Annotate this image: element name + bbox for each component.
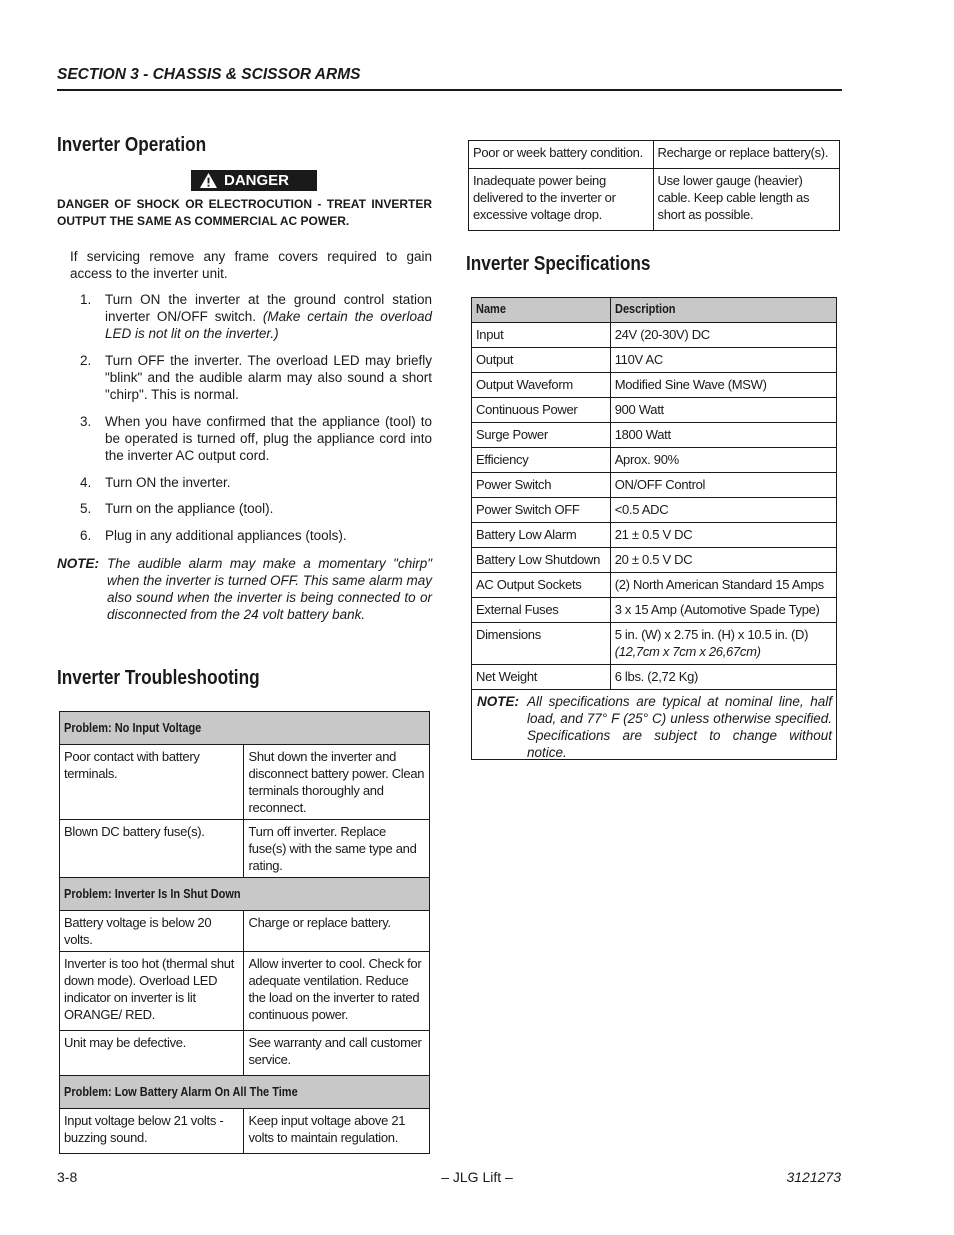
spec-value: 110V AC bbox=[610, 348, 836, 373]
spec-name: Continuous Power bbox=[472, 398, 611, 423]
remedy-cell: Turn off inverter. Replace fuse(s) with the same type and rating. bbox=[244, 820, 430, 878]
spec-note-text: All specifications are typical at nominal line, half load, and 77° F (25° C) unless otherwise specified. Specifications are subject to change without notice. bbox=[527, 694, 832, 760]
spec-value: 1800 Watt bbox=[610, 423, 836, 448]
section-header: SECTION 3 - CHASSIS & SCISSOR ARMS bbox=[57, 66, 361, 83]
column-header-name: Name bbox=[472, 298, 611, 323]
spec-name: External Fuses bbox=[472, 598, 611, 623]
spec-value: 24V (20-30V) DC bbox=[610, 323, 836, 348]
spec-value: 900 Watt bbox=[610, 398, 836, 423]
remedy-cell: See warranty and call customer service. bbox=[244, 1031, 430, 1076]
remedy-cell: Charge or replace battery. bbox=[244, 911, 430, 952]
spec-name: Output bbox=[472, 348, 611, 373]
spec-value: ON/OFF Control bbox=[610, 473, 836, 498]
table-row bbox=[60, 745, 430, 820]
step-number: 2. bbox=[80, 353, 92, 368]
spec-name: Dimensions bbox=[472, 623, 611, 665]
table-row bbox=[60, 712, 430, 745]
inverter-troubleshooting-heading: Inverter Troubleshooting bbox=[57, 667, 260, 689]
spec-value: 6 lbs. (2,72 Kg) bbox=[610, 665, 836, 690]
spec-name: Power Switch bbox=[472, 473, 611, 498]
cause-cell: Inadequate power being delivered to the inverter or excessive voltage drop. bbox=[469, 169, 654, 231]
table-row bbox=[472, 548, 837, 573]
cause-cell: Unit may be defective. bbox=[60, 1031, 244, 1076]
step-number: 1. bbox=[80, 292, 92, 307]
spec-note-label: NOTE: bbox=[477, 694, 519, 709]
step-text: Turn ON the inverter. bbox=[105, 475, 231, 490]
step-number: 5. bbox=[80, 501, 92, 516]
table-row bbox=[472, 623, 837, 665]
troubleshooting-table-continued bbox=[468, 140, 840, 231]
table-row bbox=[472, 448, 837, 473]
spec-value: 20 ± 0.5 V DC bbox=[610, 548, 836, 573]
step-number: 6. bbox=[80, 528, 92, 543]
spec-name: AC Output Sockets bbox=[472, 573, 611, 598]
spec-value: (2) North American Standard 15 Amps bbox=[610, 573, 836, 598]
step-text bbox=[105, 291, 432, 342]
spec-note-cell bbox=[472, 690, 837, 760]
table-row bbox=[472, 690, 837, 760]
table-row bbox=[472, 398, 837, 423]
spec-value: 21 ± 0.5 V DC bbox=[610, 523, 836, 548]
spec-value-metric: (12,7cm x 7cm x 26,67cm) bbox=[614, 644, 761, 659]
step-text-italic: (Make certain the overload LED is not lit on the inverter.) bbox=[105, 309, 432, 341]
table-row bbox=[472, 598, 837, 623]
step-number: 4. bbox=[80, 475, 92, 490]
table-row bbox=[60, 1031, 430, 1076]
step-text: Turn on the appliance (tool). bbox=[105, 501, 274, 516]
problem-title: Problem: Low Battery Alarm On All The Time bbox=[60, 1076, 430, 1109]
spec-value: 3 x 15 Amp (Automotive Spade Type) bbox=[610, 598, 836, 623]
cause-cell: Poor contact with battery terminals. bbox=[60, 745, 244, 820]
inverter-operation-heading: Inverter Operation bbox=[57, 134, 207, 156]
table-row bbox=[472, 473, 837, 498]
warning-icon bbox=[199, 172, 218, 189]
intro-paragraph: If servicing remove any frame covers required to gain access to the inverter unit. bbox=[70, 249, 432, 281]
table-header-row bbox=[472, 298, 837, 323]
table-row bbox=[60, 1076, 430, 1109]
spec-name: Surge Power bbox=[472, 423, 611, 448]
spec-name: Battery Low Shutdown bbox=[472, 548, 611, 573]
remedy-cell: Shut down the inverter and disconnect battery power. Clean terminals thoroughly and reconnect. bbox=[244, 745, 430, 820]
note-text: The audible alarm may make a momentary "chirp" when the inverter is turned OFF. This same alarm may also sound when the inverter is being connected to or disconnected from the 24 volt battery bank. bbox=[107, 556, 432, 622]
document-number: 3121273 bbox=[786, 1169, 841, 1185]
spec-name: Net Weight bbox=[472, 665, 611, 690]
spec-value: Aprox. 90% bbox=[610, 448, 836, 473]
spec-name: Battery Low Alarm bbox=[472, 523, 611, 548]
table-row bbox=[472, 498, 837, 523]
spec-name: Output Waveform bbox=[472, 373, 611, 398]
table-row bbox=[472, 665, 837, 690]
table-row bbox=[60, 878, 430, 911]
cause-cell: Battery voltage is below 20 volts. bbox=[60, 911, 244, 952]
step-number: 3. bbox=[80, 414, 92, 429]
table-row bbox=[472, 573, 837, 598]
danger-badge bbox=[191, 170, 317, 191]
spec-name: Power Switch OFF bbox=[472, 498, 611, 523]
spec-name: Efficiency bbox=[472, 448, 611, 473]
footer-center: – JLG Lift – bbox=[441, 1169, 513, 1185]
step-text-main: Turn ON the inverter at the ground control station inverter ON/OFF switch. bbox=[105, 292, 432, 324]
spec-value: Modified Sine Wave (MSW) bbox=[610, 373, 836, 398]
remedy-cell: Keep input voltage above 21 volts to maintain regulation. bbox=[244, 1109, 430, 1154]
table-row bbox=[60, 1109, 430, 1154]
table-row bbox=[472, 348, 837, 373]
danger-label: DANGER bbox=[224, 172, 290, 189]
table-row bbox=[472, 323, 837, 348]
table-row bbox=[60, 911, 430, 952]
cause-cell: Poor or week battery condition. bbox=[469, 141, 654, 169]
table-row bbox=[472, 523, 837, 548]
danger-text: DANGER OF SHOCK OR ELECTROCUTION - TREAT INVERTER OUTPUT THE SAME AS COMMERCIAL AC POWER. bbox=[57, 197, 432, 228]
spec-value: <0.5 ADC bbox=[610, 498, 836, 523]
table-row bbox=[472, 373, 837, 398]
table-row bbox=[469, 141, 840, 169]
table-row bbox=[60, 952, 430, 1031]
step-text: When you have confirmed that the appliance (tool) to be operated is turned off, plug the appliance cord into the inverter AC output cord. bbox=[105, 414, 432, 463]
table-row bbox=[60, 820, 430, 878]
cause-cell: Input voltage below 21 volts - buzzing sound. bbox=[60, 1109, 244, 1154]
column-header-description: Description bbox=[610, 298, 836, 323]
remedy-cell: Allow inverter to cool. Check for adequate ventilation. Reduce the load on the inverter to rated continuous power. bbox=[244, 952, 430, 1031]
problem-title: Problem: No Input Voltage bbox=[60, 712, 430, 745]
inverter-specifications-heading: Inverter Specifications bbox=[466, 253, 651, 275]
troubleshooting-table bbox=[59, 711, 430, 1154]
page-number: 3-8 bbox=[57, 1169, 78, 1185]
specifications-table bbox=[471, 297, 837, 760]
remedy-cell: Use lower gauge (heavier) cable. Keep cable length as short as possible. bbox=[653, 169, 839, 231]
remedy-cell: Recharge or replace battery(s). bbox=[653, 141, 839, 169]
spec-value: 5 in. (W) x 2.75 in. (H) x 10.5 in. (D) (12,7cm x 7cm x 26,67cm) bbox=[610, 623, 836, 665]
table-row bbox=[472, 423, 837, 448]
cause-cell: Inverter is too hot (thermal shut down mode). Overload LED indicator on inverter is lit ORANGE/ RED. bbox=[60, 952, 244, 1031]
step-text: Plug in any additional appliances (tools). bbox=[105, 528, 347, 543]
note-label: NOTE: bbox=[57, 556, 99, 571]
step-text: Turn OFF the inverter. The overload LED may briefly "blink" and the audible alarm may also sound a short "chirp". This is normal. bbox=[105, 353, 432, 402]
cause-cell: Blown DC battery fuse(s). bbox=[60, 820, 244, 878]
problem-title: Problem: Inverter Is In Shut Down bbox=[60, 878, 430, 911]
header-rule bbox=[57, 89, 842, 91]
spec-name: Input bbox=[472, 323, 611, 348]
table-row bbox=[469, 169, 840, 231]
